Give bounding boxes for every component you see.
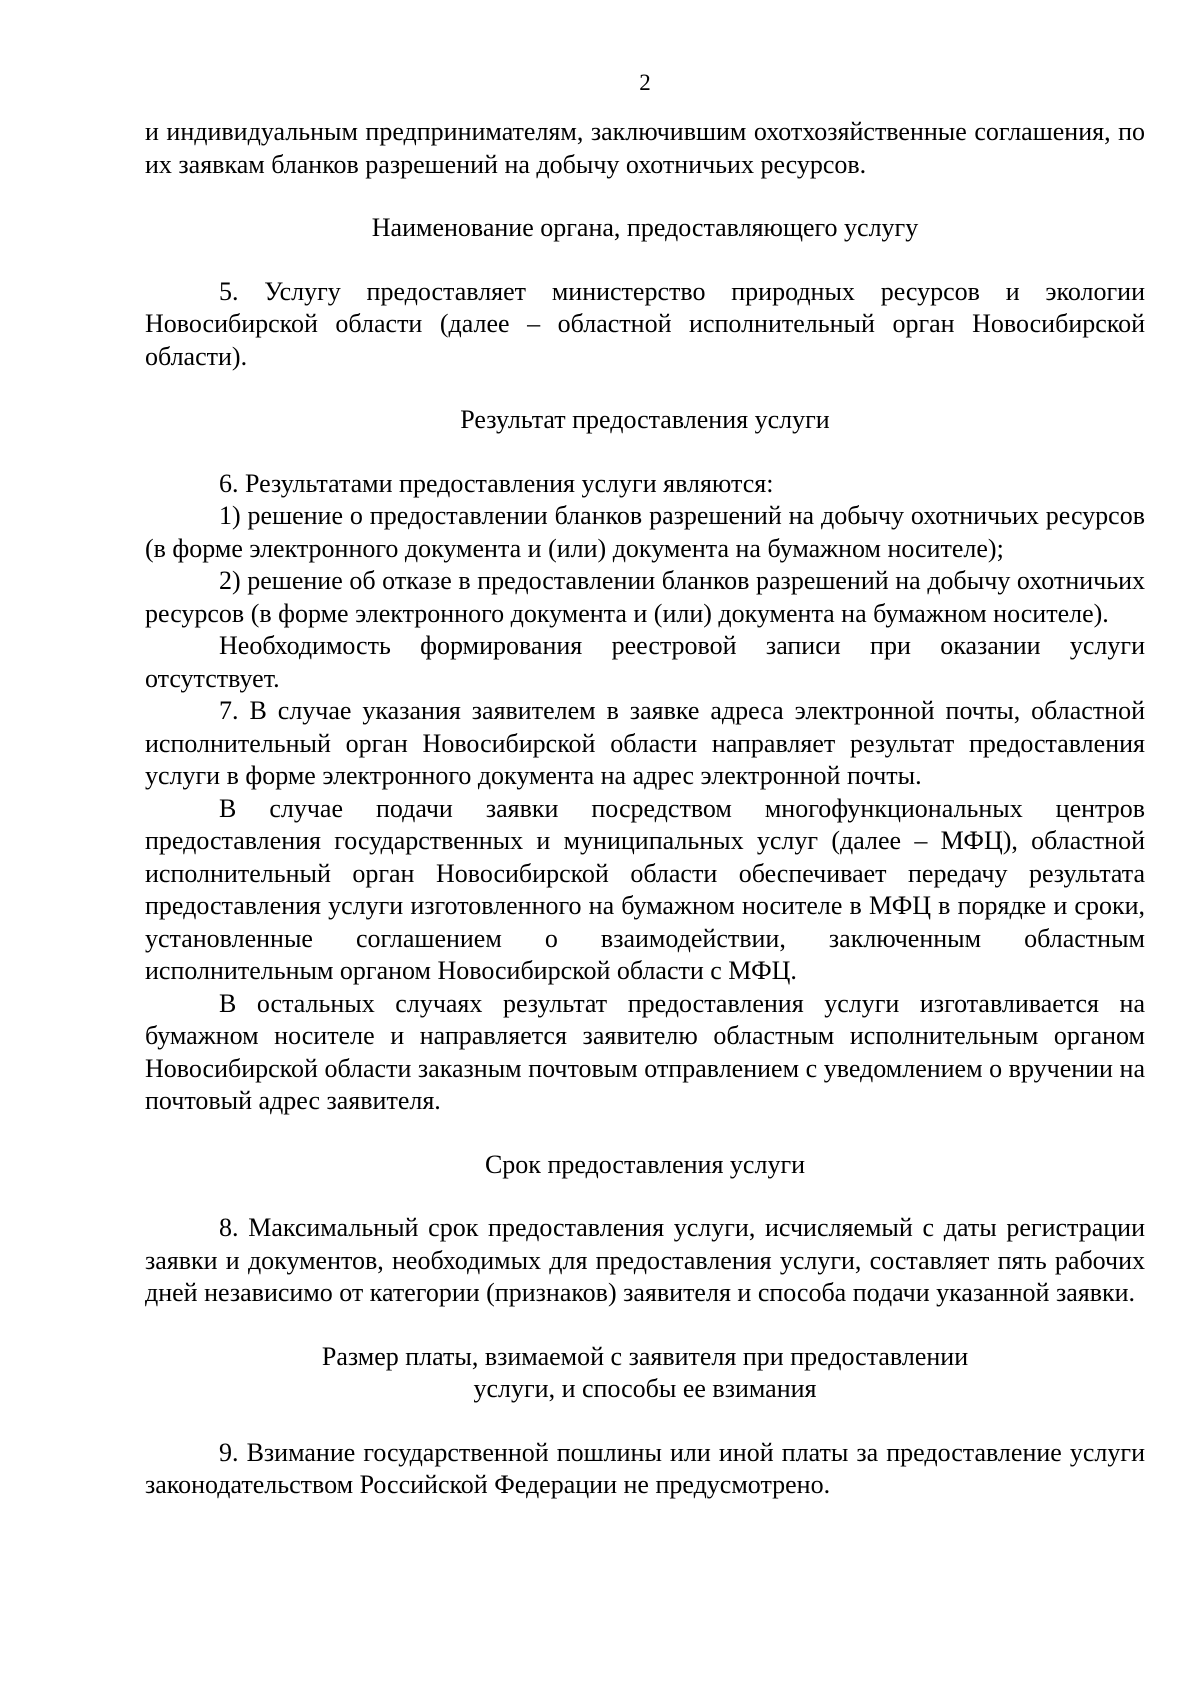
paragraph-6-item-1: 1) решение о предоставлении бланков разрешений на добычу охотничьих ресурсов (в форме электронного документа и (или) документа на бумажном носителе); [145, 501, 1145, 563]
section-heading-fee-line-1: Размер платы, взимаемой с заявителя при предоставлении [321, 1341, 969, 1371]
paragraph-5: 5. Услугу предоставляет министерство природных ресурсов и экологии Новосибирской области (далее – областной исполнительный орган Новосибирской области). [145, 276, 1145, 371]
document-body [145, 116, 1145, 1502]
paragraph-7-other-cases: В остальных случаях результат предоставления услуги изготавливается на бумажном носителе и направляется заявителю областным исполнительным органом Новосибирской области заказным почтовым отправлением с уведомлением о вручении на почтовый адрес заявителя. [145, 988, 1145, 1115]
paragraph-continuation: и индивидуальным предпринимателям, заключившим охотхозяйственные соглашения, по их заявкам бланков разрешений на добычу охотничьих ресурсов. [145, 117, 1145, 179]
section-heading-fee [145, 1341, 1145, 1406]
paragraph-9: 9. Взимание государственной пошлины или иной платы за предоставление услуги законодательством Российской Федерации не предусмотрено. [145, 1437, 1145, 1499]
section-heading-authority: Наименование органа, предоставляющего услугу [371, 213, 919, 242]
paragraph-7: 7. В случае указания заявителем в заявке адреса электронной почты, областной исполнительный орган Новосибирской области направляет результат предоставления услуги в форме электронного документа на адрес электронной почты. [145, 696, 1145, 790]
section-heading-result: Результат предоставления услуги [460, 405, 830, 434]
paragraph-8: 8. Максимальный срок предоставления услуги, исчисляемый с даты регистрации заявки и документов, необходимых для предоставления услуги, составляет пять рабочих дней независимо от категории (признаков) заявителя и способа подачи указанной заявки. [145, 1213, 1145, 1307]
section-heading-term: Срок предоставления услуги [484, 1149, 806, 1179]
paragraph-6: 6. Результатами предоставления услуги являются: [219, 468, 774, 498]
page-number: 2 [639, 70, 651, 95]
paragraph-registry-note: Необходимость формирования реестровой записи при оказании услуги отсутствует. [145, 631, 1145, 693]
section-heading-fee-line-2: услуги, и способы ее взимания [473, 1374, 817, 1403]
paragraph-6-item-2: 2) решение об отказе в предоставлении бланков разрешений на добычу охотничьих ресурсов (в форме электронного документа и (или) документа на бумажном носителе). [145, 566, 1145, 628]
paragraph-7-mfc: В случае подачи заявки посредством многофункциональных центров предоставления государственных и муниципальных услуг (далее – МФЦ), областной исполнительный орган Новосибирской области обеспечивает передачу результата предоставления услуги изготовленного на бумажном носителе в МФЦ в порядке и сроки, установленные соглашением о взаимодействии, заключенным областным исполнительным органом Новосибирской области с МФЦ. [145, 793, 1145, 985]
